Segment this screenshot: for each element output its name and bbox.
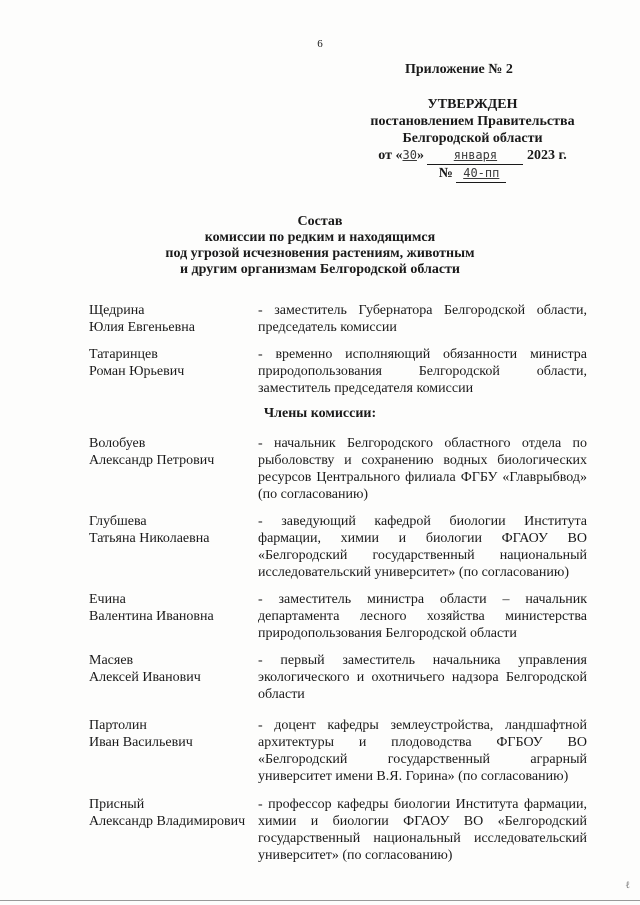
person-surname: Щедрина <box>89 303 145 318</box>
person-role: - профессор кафедры биологии Института фармации, химии и биологии ФГАОУ ВО «Белгородский государственный национальный исследовательский университет» (по согласованию) <box>258 797 587 863</box>
title-line-1: Состав <box>297 214 343 229</box>
title-line-4: и другим организмам Белгородской области <box>179 262 460 277</box>
person-given-name: Юлия Евгеньевна <box>89 320 195 335</box>
number-prefix: № <box>438 166 453 181</box>
person-role: - первый заместитель начальника управления экологического и охотничьего надзора Белгородской области <box>258 653 587 702</box>
title-line-2: комиссии по редким и находящимся <box>204 230 436 245</box>
person-role: - заместитель Губернатора Белгородской области, председатель комиссии <box>258 303 587 335</box>
person-surname: Партолин <box>89 718 147 733</box>
person-given-name: Александр Владимирович <box>89 814 246 829</box>
document-title <box>0 214 640 278</box>
person-name <box>89 717 249 751</box>
person-role: - временно исполняющий обязанности министра природопользования Белгородской области, заместитель председателя комиссии <box>258 347 587 396</box>
person-surname: Татаринцев <box>89 347 158 362</box>
person-surname: Масяев <box>89 653 134 668</box>
approval-line-2: Белгородской области <box>402 131 543 146</box>
title-line-3: под угрозой исчезновения растениям, животным <box>165 246 475 261</box>
appendix-label: Приложение № 2 <box>405 62 513 77</box>
person-given-name: Александр Петрович <box>89 453 215 468</box>
person-given-name: Иван Васильевич <box>89 735 193 750</box>
person-role: - доцент кафедры землеустройства, ландшафтной архитектуры и плодоводства ФГБОУ ВО «Белгородский государственный аграрный университет имени В.Я. Горина» (по согласованию) <box>258 718 587 784</box>
person-given-name: Алексей Иванович <box>89 670 201 685</box>
date-prefix: от « <box>378 148 403 163</box>
person-name <box>89 796 249 830</box>
person-given-name: Валентина Ивановна <box>89 609 214 624</box>
person-role: - заместитель министра области – начальник департамента лесного хозяйства министерства природопользования Белгородской области <box>258 592 587 641</box>
date-day: 30 <box>402 148 417 162</box>
approval-date <box>355 147 590 165</box>
page-number: 6 <box>317 38 323 50</box>
approval-title: УТВЕРЖДЕН <box>427 97 518 112</box>
person-surname: Присный <box>89 797 145 812</box>
scan-edge-line <box>0 900 640 901</box>
person-role: - начальник Белгородского областного отдела по рыболовству и сохранению водных биологических ресурсов Центрального филиала ФГБУ «Главрыбвод» (по согласованию) <box>258 436 587 502</box>
person-given-name: Татьяна Николаевна <box>89 531 210 546</box>
person-given-name: Роман Юрьевич <box>89 364 185 379</box>
members-heading: Члены комиссии: <box>263 406 377 421</box>
scan-edge-mark: ℓ <box>625 880 630 891</box>
person-name <box>89 302 249 336</box>
person-surname: Глубшева <box>89 514 147 529</box>
date-mid: » <box>416 148 424 163</box>
person-name <box>89 513 249 547</box>
approval-line-1: постановлением Правительства <box>370 114 575 129</box>
date-year: 2023 г. <box>526 148 567 163</box>
person-name <box>89 435 249 469</box>
person-role: - заведующий кафедрой биологии Института фармации, химии и биологии ФГАОУ ВО «Белгородский государственный национальный исследовательский университет» (по согласованию) <box>258 514 587 580</box>
approval-number <box>355 165 590 183</box>
person-name <box>89 346 249 380</box>
number-value: 40-пп <box>463 166 500 180</box>
person-surname: Волобуев <box>89 436 146 451</box>
date-month: января <box>453 148 498 162</box>
person-name <box>89 591 249 625</box>
person-name <box>89 652 249 686</box>
approval-block <box>355 96 590 183</box>
person-surname: Ечина <box>89 592 126 607</box>
